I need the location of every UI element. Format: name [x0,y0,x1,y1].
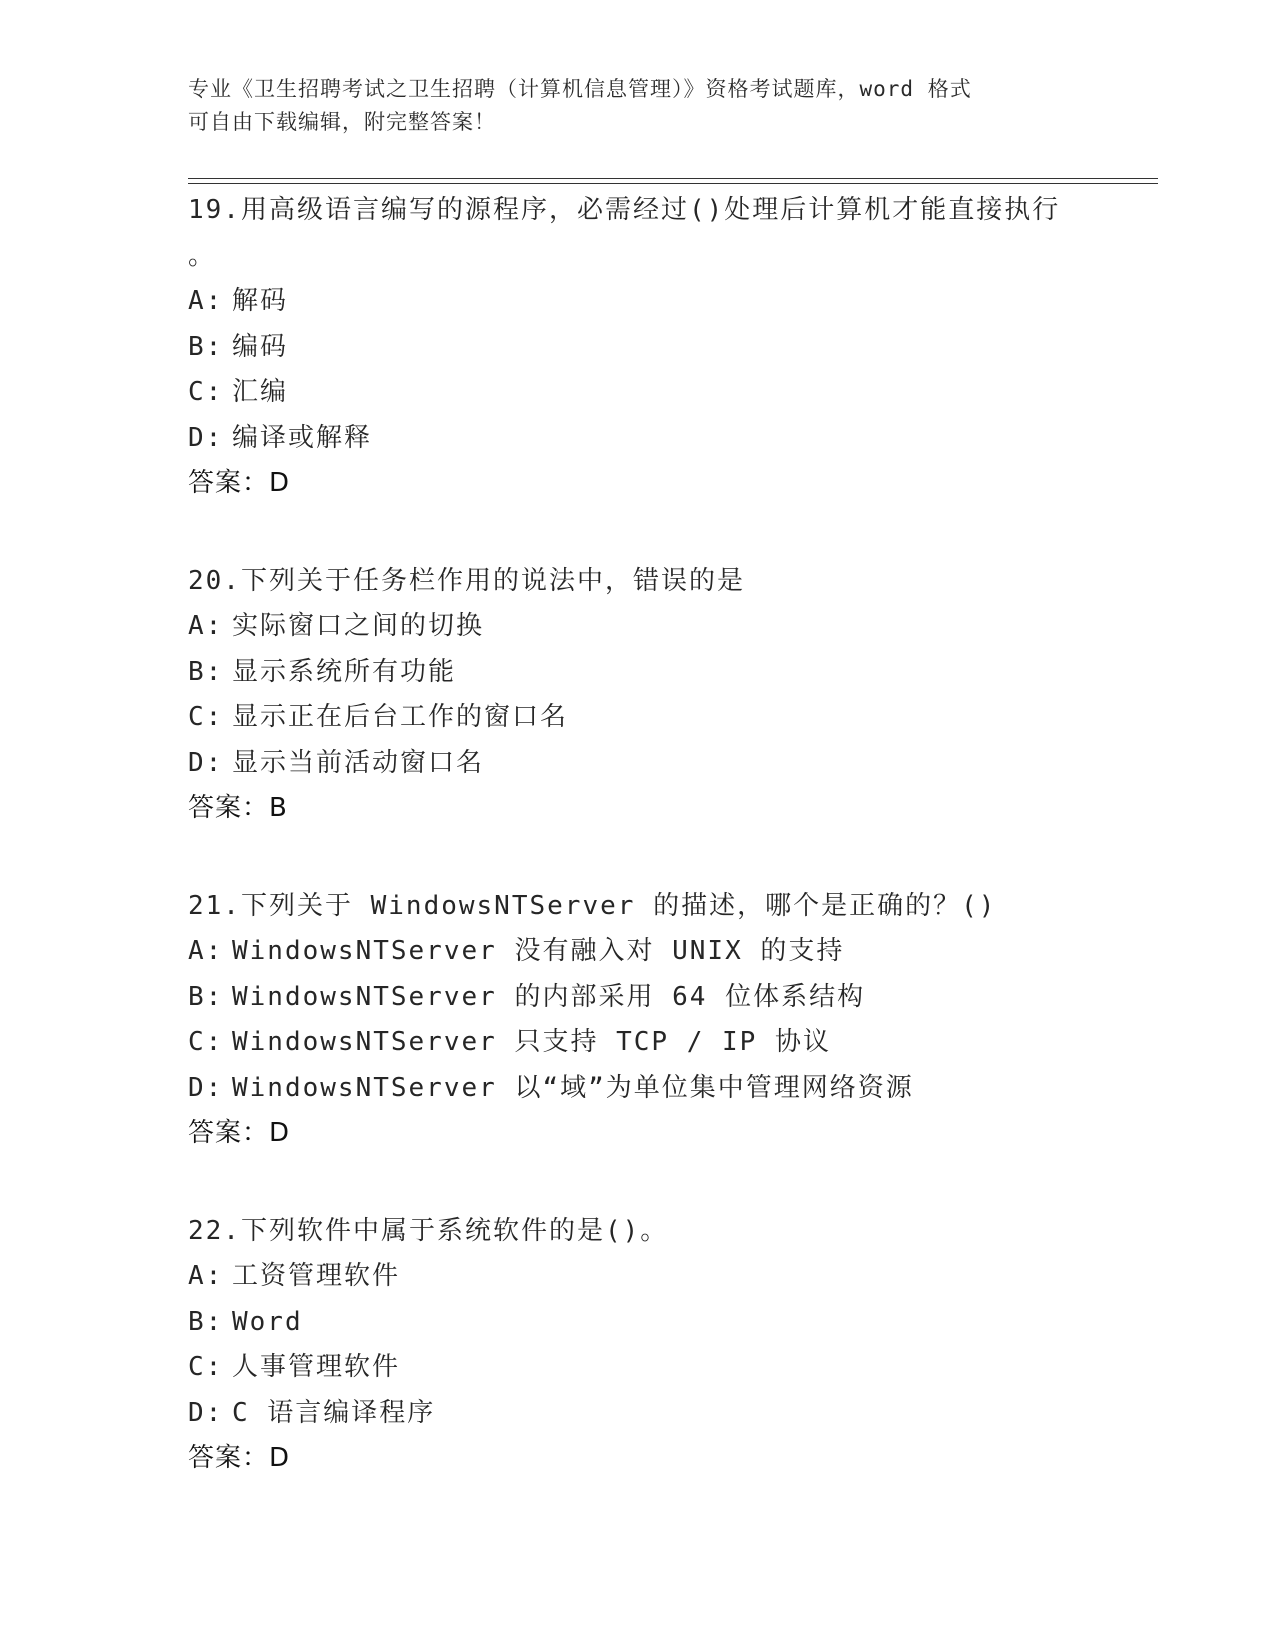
option-letter: C: [188,377,224,407]
question-21 [188,884,1148,1157]
option-text: 显示当前活动窗口名 [232,747,485,778]
option-text: WindowsNTServer 只支持 TCP / IP 协议 [232,1027,831,1057]
option-letter: C: [188,702,224,732]
header-divider-bottom [188,183,1158,184]
option-text: 编译或解释 [232,422,373,453]
option-letter: A: [188,286,224,316]
header-line-2: 可自由下载编辑，附完整答案！ [188,110,496,134]
question-stem: 22.下列软件中属于系统软件的是()。 [188,1215,669,1246]
option-letter: D: [188,747,224,778]
option-d [188,1391,1148,1437]
option-d [188,416,1148,462]
option-letter: B: [188,656,224,687]
option-text: 编码 [232,331,289,362]
option-letter: D: [188,422,224,453]
option-text: 工资管理软件 [232,1261,401,1291]
option-b [188,975,1148,1021]
option-letter: B: [188,981,224,1012]
option-text: Word [232,1306,303,1337]
option-letter: A: [188,611,224,641]
option-d [188,741,1148,787]
option-b [188,1300,1148,1346]
answer-line: 答案：D [188,468,291,498]
option-letter: A: [188,936,224,966]
option-a [188,604,1148,650]
option-c [188,1345,1148,1391]
option-text: 汇编 [232,377,289,407]
option-text: 实际窗口之间的切换 [232,611,485,641]
option-text: C 语言编译程序 [232,1397,436,1428]
option-a [188,279,1148,325]
option-text: 解码 [232,286,289,316]
option-letter: C: [188,1027,224,1057]
question-19 [188,188,1148,507]
option-c [188,370,1148,416]
option-text: 显示正在后台工作的窗口名 [232,702,569,732]
question-20 [188,559,1148,832]
option-letter: D: [188,1072,224,1103]
header-divider-top [188,178,1158,179]
option-text: WindowsNTServer 以“域”为单位集中管理网络资源 [232,1072,914,1103]
question-stem: 21.下列关于 WindowsNTServer 的描述，哪个是正确的？() [188,890,997,921]
option-c [188,695,1148,741]
option-text: WindowsNTServer 没有融入对 UNIX 的支持 [232,936,845,966]
answer-line: 答案：D [188,1118,291,1148]
answer-line: 答案：B [188,793,288,823]
header-line-1: 专业《卫生招聘考试之卫生招聘（计算机信息管理）》资格考试题库，word 格式 [188,77,972,101]
question-list [188,188,1148,1534]
option-text: 人事管理软件 [232,1352,401,1382]
option-text: WindowsNTServer 的内部采用 64 位体系结构 [232,981,866,1012]
document-header [188,73,1088,139]
option-letter: D: [188,1397,224,1428]
option-text: 显示系统所有功能 [232,656,457,687]
option-letter: B: [188,1306,224,1337]
option-a [188,1254,1148,1300]
answer-line: 答案：D [188,1443,291,1473]
option-letter: A: [188,1261,224,1291]
option-b [188,325,1148,371]
option-letter: B: [188,331,224,362]
question-stem-continuation: 。 [188,240,217,271]
option-letter: C: [188,1352,224,1382]
option-c [188,1020,1148,1066]
question-stem: 19.用高级语言编写的源程序，必需经过()处理后计算机才能直接执行 [188,195,1061,225]
option-b [188,650,1148,696]
option-a [188,929,1148,975]
question-22 [188,1209,1148,1482]
option-d [188,1066,1148,1112]
question-stem: 20.下列关于任务栏作用的说法中，错误的是 [188,565,745,596]
